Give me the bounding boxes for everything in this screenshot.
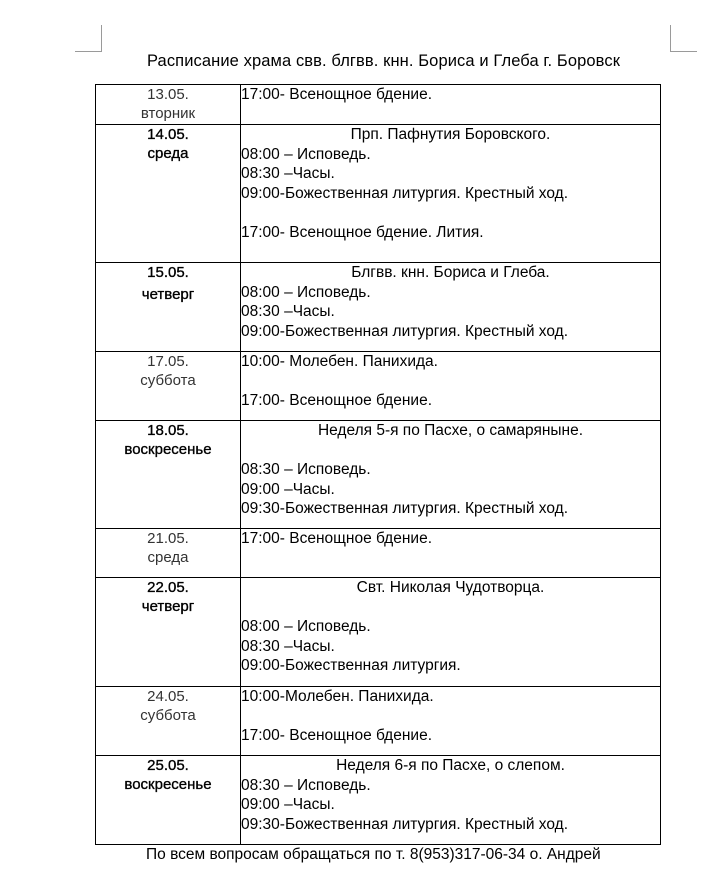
feast-title: Прп. Пафнутия Боровского.: [350, 126, 551, 143]
event-line: 17:00- Всенощное бдение.: [241, 530, 432, 547]
page-corner-mark-right: [670, 25, 697, 52]
feast-title: Свт. Николая Чудотворца.: [356, 579, 545, 596]
events-cell: [241, 756, 661, 845]
events-cell: [241, 85, 661, 125]
date-cell: 15.05. четверг: [96, 263, 241, 352]
event-line: 10:00-Молебен. Панихида.: [241, 688, 434, 705]
events-cell: [241, 529, 661, 578]
contact-footer: По всем вопросам обращаться по т. 8(953)317-06-34 о. Андрей: [146, 846, 601, 863]
event-line: 09:30-Божественная литургия. Крестный ход.: [241, 500, 569, 517]
event-line: 17:00- Всенощное бдение.: [241, 392, 432, 409]
event-line: 17:00- Всенощное бдение. Лития.: [241, 223, 484, 241]
document-title: Расписание храма свв. блгвв. кнн. Бориса и Глеба г. Боровск: [146, 52, 621, 70]
event-line: 08:30 – Исповедь.: [241, 461, 371, 478]
table-row: [96, 85, 661, 125]
table-row: [96, 125, 661, 263]
table-row: [96, 529, 661, 578]
table-row: [96, 421, 661, 529]
event-line: 17:00- Всенощное бдение.: [241, 86, 432, 103]
date-cell: 17.05. суббота: [96, 352, 241, 421]
table-row: [96, 352, 661, 421]
feast-title: Неделя 6-я по Пасхе, о слепом.: [336, 757, 565, 774]
event-line: 08:00 – Исповедь.: [241, 618, 371, 635]
event-line: 08:30 –Часы.: [241, 303, 335, 320]
event-line: 09:00-Божественная литургия.: [241, 657, 461, 674]
date-cell: 21.05. среда: [96, 529, 241, 578]
event-line: 08:30 – Исповедь.: [241, 776, 371, 794]
event-line: 09:00-Божественная литургия. Крестный ход.: [241, 322, 569, 340]
events-cell: [241, 352, 661, 421]
date-cell: 24.05. суббота: [96, 687, 241, 756]
page-corner-mark-left: [75, 25, 102, 52]
feast-title: Блгвв. кнн. Бориса и Глеба.: [351, 264, 550, 281]
feast-title: Неделя 5-я по Пасхе, о самаряныне.: [317, 422, 584, 439]
events-cell: [241, 578, 661, 687]
date-cell: 18.05. воскресенье: [96, 421, 241, 529]
events-cell: [241, 421, 661, 529]
table-row: [96, 578, 661, 687]
event-line: 09:00 –Часы.: [241, 480, 335, 498]
event-line: 17:00- Всенощное бдение.: [241, 727, 432, 744]
events-cell: [241, 125, 661, 263]
date-cell: 14.05. среда: [96, 125, 241, 263]
event-line: 09:00-Божественная литургия. Крестный ход.: [241, 184, 569, 202]
event-line: 08:00 – Исповедь.: [241, 145, 371, 163]
schedule-table: [95, 84, 661, 845]
table-row: [96, 687, 661, 756]
event-line: 10:00- Молебен. Панихида.: [241, 353, 438, 370]
events-cell: [241, 263, 661, 352]
table-row: [96, 263, 661, 352]
events-cell: [241, 687, 661, 756]
event-line: 08:30 –Часы.: [241, 637, 335, 655]
date-cell: 25.05. воскресенье: [96, 756, 241, 845]
table-row: [96, 756, 661, 845]
event-line: 09:00 –Часы.: [241, 796, 335, 813]
event-line: 08:00 – Исповедь.: [241, 283, 371, 301]
event-line: 08:30 –Часы.: [241, 165, 335, 182]
event-line: 09:30-Божественная литургия. Крестный ход.: [241, 815, 569, 833]
date-cell: 22.05. четверг: [96, 578, 241, 687]
date-cell: 13.05. вторник: [96, 85, 241, 125]
